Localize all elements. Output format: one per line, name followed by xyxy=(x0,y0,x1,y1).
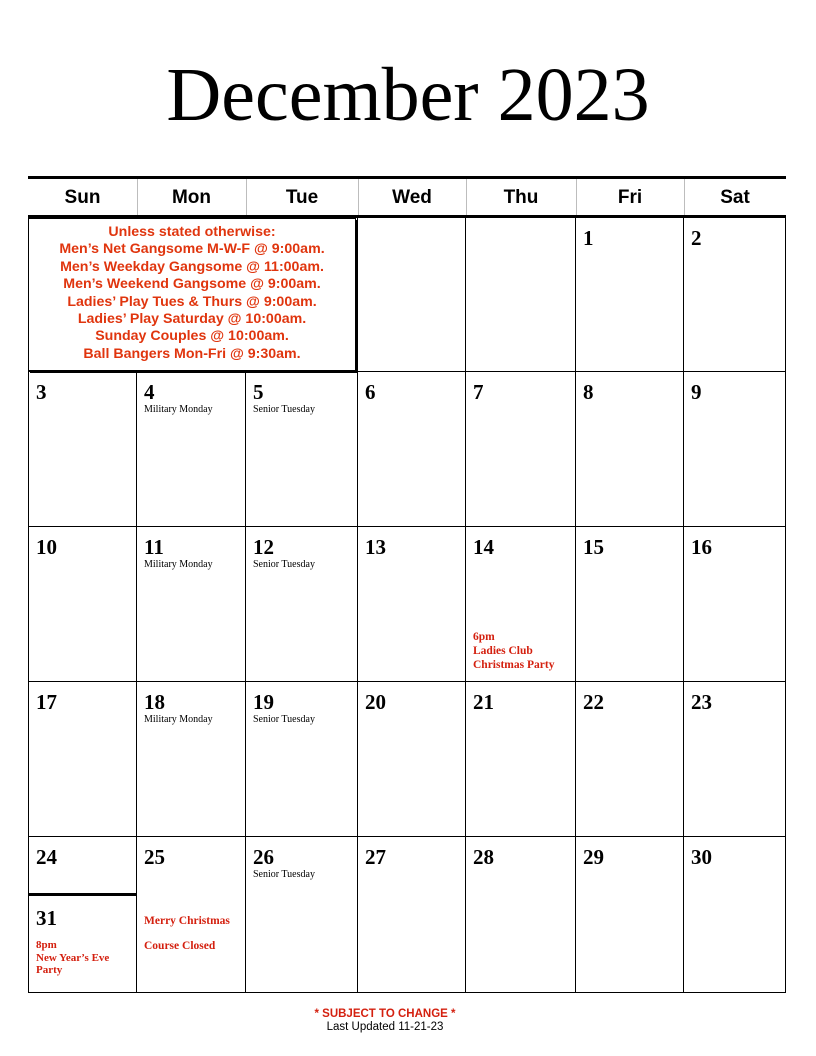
day-cell-empty xyxy=(466,218,576,372)
day-number: 26 xyxy=(253,845,274,869)
day-number: 3 xyxy=(36,380,47,404)
day-cell-27 xyxy=(358,837,466,993)
day-cell-14 xyxy=(466,527,576,682)
day-cell-11 xyxy=(137,527,246,682)
day-number: 4 xyxy=(144,380,155,404)
day-cell-10 xyxy=(28,527,137,682)
divider xyxy=(684,179,685,216)
day-cell-5 xyxy=(246,372,358,527)
day-number: 30 xyxy=(691,845,712,869)
divider xyxy=(28,893,137,896)
divider xyxy=(246,179,247,216)
day-cell-2 xyxy=(684,218,786,372)
day-number: 19 xyxy=(253,690,274,714)
event-course-closed: Course Closed xyxy=(144,940,216,952)
divider xyxy=(28,176,786,179)
event-nye-name: New Year’s Eve xyxy=(36,951,110,964)
day-number: 29 xyxy=(583,845,604,869)
day-cell-9 xyxy=(684,372,786,527)
notice-line: Ladies’ Play Saturday @ 10:00am. xyxy=(77,311,307,328)
day-cell-28 xyxy=(466,837,576,993)
notice-line: Ball Bangers Mon-Fri @ 9:30am. xyxy=(83,345,301,362)
notice-line: Men’s Weekend Gangsome @ 9:00am. xyxy=(63,276,321,293)
event-merry-christmas: Merry Christmas xyxy=(144,915,230,927)
day-number: 23 xyxy=(691,690,712,714)
weekday-sun: Sun xyxy=(64,187,101,208)
day-cell-17 xyxy=(28,682,137,837)
day-number: 18 xyxy=(144,690,165,714)
weekday-tue: Tue xyxy=(285,187,319,208)
schedule-notice xyxy=(28,218,356,371)
day-cell-22 xyxy=(576,682,684,837)
day-cell-25 xyxy=(137,837,246,993)
event-nye-party: Party xyxy=(36,964,63,976)
day-cell-13 xyxy=(358,527,466,682)
day-number: 27 xyxy=(365,845,386,869)
day-cell-23 xyxy=(684,682,786,837)
divider xyxy=(576,179,577,216)
day-cell-12 xyxy=(246,527,358,682)
day-number: 28 xyxy=(473,845,494,869)
day-number: 22 xyxy=(583,690,604,714)
event-ladies-club-party: Christmas Party xyxy=(473,659,555,671)
event-military-monday: Military Monday xyxy=(144,714,213,725)
day-cell-18 xyxy=(137,682,246,837)
event-ladies-club-name: Ladies Club xyxy=(473,645,533,657)
day-number: 9 xyxy=(691,380,702,404)
divider xyxy=(466,179,467,216)
divider xyxy=(137,179,138,216)
day-cell-19 xyxy=(246,682,358,837)
day-cell-6 xyxy=(358,372,466,527)
notice-line: Unless stated otherwise: xyxy=(108,224,276,240)
day-number: 6 xyxy=(365,380,376,404)
day-number: 31 xyxy=(36,906,57,930)
event-nye-time: 8pm xyxy=(36,939,57,951)
day-number: 16 xyxy=(691,535,712,559)
event-senior-tuesday: Senior Tuesday xyxy=(253,559,315,570)
notice-line: Sunday Couples @ 10:00am. xyxy=(95,328,289,345)
weekday-mon: Mon xyxy=(171,187,212,208)
event-military-monday: Military Monday xyxy=(144,404,213,415)
day-number: 25 xyxy=(144,845,165,869)
event-senior-tuesday: Senior Tuesday xyxy=(253,869,315,880)
last-updated-note: Last Updated 11-21-23 xyxy=(326,1021,444,1033)
event-senior-tuesday: Senior Tuesday xyxy=(253,714,315,725)
day-cell-4 xyxy=(137,372,246,527)
day-number: 20 xyxy=(365,690,386,714)
weekday-wed: Wed xyxy=(392,187,432,208)
day-cell-29 xyxy=(576,837,684,993)
notice-line: Ladies’ Play Tues & Thurs @ 9:00am. xyxy=(67,293,317,310)
page-title: December 2023 xyxy=(166,53,650,137)
day-cell-3 xyxy=(28,372,137,527)
day-number: 21 xyxy=(473,690,494,714)
calendar-grid xyxy=(28,176,786,993)
day-number: 7 xyxy=(473,380,484,404)
day-number: 17 xyxy=(36,690,57,714)
day-number: 2 xyxy=(691,226,702,250)
day-cell-24-31 xyxy=(28,837,137,993)
divider xyxy=(358,179,359,216)
day-cell-26 xyxy=(246,837,358,993)
day-cell-16 xyxy=(684,527,786,682)
day-number: 14 xyxy=(473,535,494,559)
event-ladies-club-time: 6pm xyxy=(473,631,495,643)
day-number: 10 xyxy=(36,535,57,559)
day-number: 12 xyxy=(253,535,274,559)
day-cell-8 xyxy=(576,372,684,527)
notice-line: Men’s Net Gangsome M-W-F @ 9:00am. xyxy=(59,241,325,258)
weekday-fri: Fri xyxy=(617,187,643,208)
day-cell-20 xyxy=(358,682,466,837)
day-cell-30 xyxy=(684,837,786,993)
event-senior-tuesday: Senior Tuesday xyxy=(253,404,315,415)
day-number: 1 xyxy=(583,226,594,250)
day-cell-empty xyxy=(358,218,466,372)
day-number: 13 xyxy=(365,535,386,559)
weekday-sat: Sat xyxy=(720,187,750,208)
day-cell-1 xyxy=(576,218,684,372)
subject-to-change-note: * SUBJECT TO CHANGE * xyxy=(314,1008,456,1020)
weekday-thu: Thu xyxy=(503,187,539,208)
day-number: 5 xyxy=(253,380,264,404)
day-number: 8 xyxy=(583,380,594,404)
day-number: 24 xyxy=(36,845,57,869)
day-cell-7 xyxy=(466,372,576,527)
day-cell-21 xyxy=(466,682,576,837)
day-number: 11 xyxy=(144,535,164,559)
notice-line: Men’s Weekday Gangsome @ 11:00am. xyxy=(60,258,324,275)
day-number: 15 xyxy=(583,535,604,559)
event-military-monday: Military Monday xyxy=(144,559,213,570)
day-cell-15 xyxy=(576,527,684,682)
